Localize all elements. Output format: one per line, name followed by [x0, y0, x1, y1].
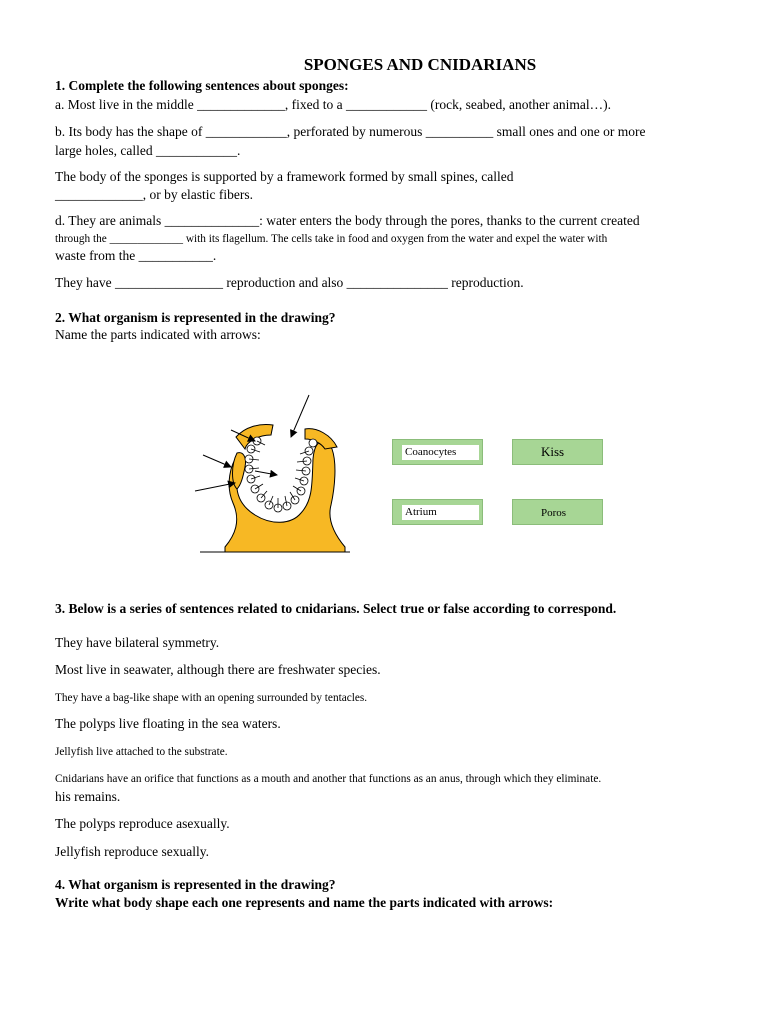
statement-6-line2: his remains.	[55, 789, 121, 804]
page-title: SPONGES AND CNIDARIANS	[303, 55, 537, 74]
section3-heading: 3. Below is a series of sentences related to cnidarians. Select true or false according to correspond.	[55, 601, 617, 616]
label-atrium-text: Atrium	[402, 505, 479, 520]
sentence-c-line2: _____________, or by elastic fibers.	[55, 187, 253, 202]
sentence-d-line1: d. They are animals ______________: water enters the body through the pores, thanks to the current created	[55, 213, 640, 228]
sentence-b-line2: large holes, called ____________.	[55, 143, 241, 158]
label-poros	[512, 499, 603, 525]
section2-heading: 2. What organism is represented in the drawing?	[55, 310, 336, 325]
label-kiss-text: Kiss	[541, 444, 565, 459]
section2-subheading: Name the parts indicated with arrows:	[55, 327, 261, 342]
sentence-b-line1: b. Its body has the shape of ____________, perforated by numerous __________ small ones and one or more	[55, 124, 646, 139]
statement-4: The polyps live floating in the sea waters.	[55, 716, 281, 731]
collar-cells	[245, 437, 317, 512]
statement-7: The polyps reproduce asexually.	[55, 816, 230, 831]
sentence-d-line2: through the _____________ with its flagellum. The cells take in food and oxygen from the water and expel the water with	[55, 233, 608, 245]
label-coanocytes	[392, 439, 483, 465]
label-coanocytes-text: Coanocytes	[402, 445, 479, 460]
left-upper-lobe	[236, 425, 273, 450]
label-kiss	[512, 439, 603, 465]
label-poros-text: Poros	[541, 507, 567, 519]
statement-8: Jellyfish reproduce sexually.	[55, 844, 209, 859]
sentence-e: They have ________________ reproduction and also _______________ reproduction.	[55, 275, 524, 290]
statement-6-line1: Cnidarians have an orifice that functions as a mouth and another that functions as an anus, through which they eliminate.	[55, 773, 602, 785]
sentence-d-line3: waste from the ___________.	[55, 248, 217, 263]
sentence-c-line1: The body of the sponges is supported by a framework formed by small spines, called	[55, 169, 514, 184]
label-atrium	[392, 499, 483, 525]
sentence-a: a. Most live in the middle _____________, fixed to a ____________ (rock, seabed, another animal…).	[55, 97, 612, 112]
statement-3: They have a bag-like shape with an opening surrounded by tentacles.	[55, 692, 368, 704]
section4-subheading: Write what body shape each one represents and name the parts indicated with arrows:	[55, 895, 554, 910]
statement-2: Most live in seawater, although there are freshwater species.	[55, 662, 381, 677]
sponge-diagram	[185, 385, 360, 555]
section1-heading: 1. Complete the following sentences about sponges:	[55, 78, 349, 93]
statement-5: Jellyfish live attached to the substrate.	[55, 746, 228, 758]
section4-heading: 4. What organism is represented in the drawing?	[55, 877, 336, 892]
statement-1: They have bilateral symmetry.	[55, 635, 220, 650]
